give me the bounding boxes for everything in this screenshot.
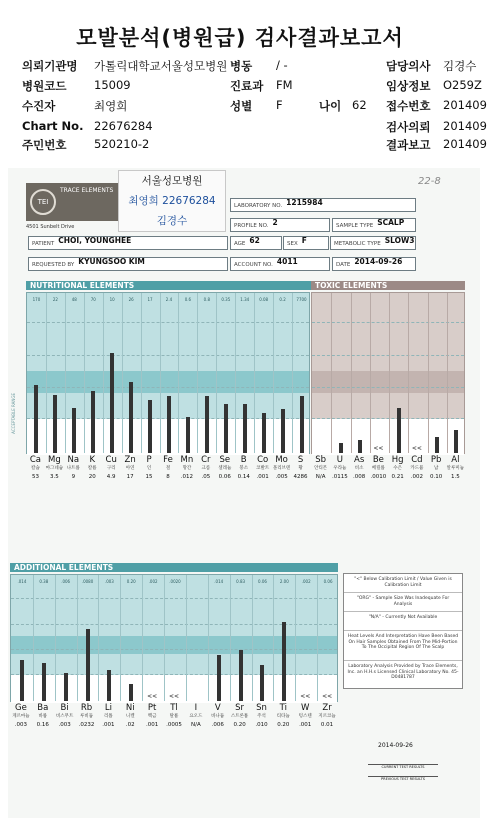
element-symbol: Tl bbox=[170, 703, 178, 713]
ward-value: / - bbox=[276, 58, 288, 72]
requesting-org-label: 의뢰기관명 bbox=[22, 59, 78, 73]
legend-row: Heat Levels And Interpretation Have Been Based On Hair Samples Obtained From The Mid-Portion To The Occipital Region Of The Scalp bbox=[344, 631, 462, 661]
element-korean-name: 칼륨 bbox=[87, 466, 97, 471]
element-symbol: Sn bbox=[256, 703, 267, 713]
bar-mn bbox=[186, 417, 190, 453]
column-divider bbox=[273, 293, 274, 453]
column-divider bbox=[428, 293, 429, 453]
below-limit-marker: << bbox=[322, 693, 333, 700]
request-date-label: 검사의뢰 bbox=[386, 120, 431, 134]
element-symbol: Al bbox=[451, 455, 460, 465]
top-tick-label: 1.34 bbox=[240, 297, 250, 302]
column-divider bbox=[230, 575, 231, 701]
element-value: .0232 bbox=[78, 722, 95, 728]
range-band bbox=[312, 393, 464, 419]
element-symbol: I bbox=[194, 703, 198, 713]
below-limit-marker: << bbox=[300, 693, 311, 700]
column-divider bbox=[208, 575, 209, 701]
element-symbol: B bbox=[240, 455, 247, 465]
element-korean-name: 망간 bbox=[182, 466, 192, 471]
bar-as bbox=[358, 440, 362, 453]
gridline bbox=[27, 387, 309, 388]
top-tick-label: 0.2 bbox=[279, 297, 286, 302]
element-value: 0.20 bbox=[277, 722, 290, 728]
gridline bbox=[312, 387, 464, 388]
element-korean-name: 인 bbox=[146, 466, 152, 471]
element-value: .003 bbox=[14, 722, 28, 728]
element-korean-name: 황 bbox=[298, 466, 303, 471]
legend-box bbox=[343, 573, 463, 689]
element-korean-name: 리튬 bbox=[104, 714, 113, 719]
range-band bbox=[312, 371, 464, 394]
element-korean-name: 셀레늄 bbox=[218, 466, 232, 471]
element-value: 8 bbox=[166, 474, 170, 480]
sex-field: SEX F bbox=[283, 236, 329, 250]
column-divider bbox=[197, 293, 198, 453]
column-divider bbox=[370, 293, 371, 453]
bar-ni bbox=[129, 684, 133, 701]
column-divider bbox=[235, 293, 236, 453]
element-korean-name: 칼슘 bbox=[31, 466, 40, 471]
element-value: .0005 bbox=[166, 722, 182, 728]
element-korean-name: 요오드 bbox=[189, 714, 203, 719]
element-symbol: Sr bbox=[235, 703, 245, 713]
element-symbol: Zn bbox=[124, 455, 136, 465]
element-symbol: V bbox=[214, 703, 221, 713]
bar-k bbox=[91, 391, 95, 453]
element-korean-name: 나트륨 bbox=[66, 466, 80, 471]
element-symbol: Se bbox=[219, 455, 231, 465]
toxic-title: TOXIC ELEMENTS bbox=[311, 281, 465, 290]
top-tick-label: 22 bbox=[52, 297, 58, 302]
element-value: .001 bbox=[102, 722, 115, 728]
account-no-field: ACCOUNT NO. 4011 bbox=[230, 257, 330, 271]
column-divider bbox=[141, 293, 142, 453]
element-symbol: Na bbox=[67, 455, 80, 465]
patient-value: 최영희 bbox=[94, 99, 128, 113]
top-tick-label: 2.00 bbox=[279, 579, 289, 584]
sex-label: 성별 bbox=[230, 99, 253, 113]
gridline bbox=[11, 674, 337, 675]
top-tick-label: .014 bbox=[17, 579, 27, 584]
element-value: N/A bbox=[315, 474, 326, 480]
gridline bbox=[27, 322, 309, 323]
element-symbol: Mg bbox=[48, 455, 61, 465]
toxic-chart bbox=[311, 292, 465, 454]
bar-ti bbox=[282, 622, 286, 701]
column-divider bbox=[55, 575, 56, 701]
element-symbol: U bbox=[336, 455, 343, 465]
acceptable-range-label: ACCEPTABLE RANGE bbox=[11, 393, 16, 434]
top-tick-label: 0.06 bbox=[258, 579, 267, 584]
element-symbol: Zr bbox=[322, 703, 332, 713]
element-korean-name: 티타늄 bbox=[276, 714, 290, 719]
element-symbol: Ti bbox=[279, 703, 287, 713]
element-korean-name: 베릴륨 bbox=[371, 466, 385, 471]
doctor-label: 담당의사 bbox=[386, 59, 431, 73]
hospital-code-value: 15009 bbox=[94, 78, 131, 92]
top-tick-label: .003 bbox=[104, 579, 114, 584]
element-value: 9 bbox=[71, 474, 76, 480]
column-divider bbox=[216, 293, 217, 453]
top-tick-label: 26 bbox=[128, 297, 134, 302]
element-symbol: Pt bbox=[147, 703, 157, 713]
top-tick-label: .006 bbox=[61, 579, 71, 584]
element-value: .008 bbox=[353, 474, 366, 480]
bar-s bbox=[300, 396, 304, 453]
bar-bi bbox=[64, 673, 68, 701]
element-korean-name: 아연 bbox=[125, 466, 135, 471]
element-korean-name: 붕소 bbox=[239, 466, 249, 471]
bar-p bbox=[148, 400, 152, 453]
top-tick-label: 0.6 bbox=[184, 297, 192, 302]
bar-sr bbox=[239, 650, 243, 701]
element-korean-name: 니켈 bbox=[125, 714, 135, 719]
sample-type-field: SAMPLE TYPE SCALP bbox=[332, 218, 416, 232]
age-value: 62 bbox=[352, 98, 367, 112]
element-korean-name: 게르마늄 bbox=[12, 714, 30, 719]
element-value: .003 bbox=[58, 722, 71, 728]
hospital-stamp bbox=[118, 170, 226, 232]
range-band bbox=[27, 293, 309, 371]
legend-row: Laboratory Analysis Provided by Trace Elements, Inc. an H.H.s Licensed Clinical Laboratory No. 45-D0481787 bbox=[347, 664, 459, 680]
element-korean-name: 크롬 bbox=[201, 466, 211, 471]
element-symbol: Pb bbox=[430, 455, 442, 465]
element-symbol: K bbox=[89, 455, 96, 465]
element-value: .006 bbox=[211, 722, 224, 728]
range-band bbox=[27, 371, 309, 394]
column-divider bbox=[33, 575, 34, 701]
element-symbol: Be bbox=[372, 455, 384, 465]
column-divider bbox=[103, 293, 104, 453]
element-value: 0.10 bbox=[430, 474, 443, 480]
element-korean-name: 알루미늄 bbox=[446, 466, 465, 471]
top-tick-label: 7700 bbox=[296, 297, 307, 302]
handwritten-note: 22-8 bbox=[418, 176, 441, 187]
logo-brand: TRACE ELEMENTS bbox=[60, 187, 114, 194]
profile-no-field: PROFILE NO. 2 bbox=[230, 218, 330, 232]
bar-v bbox=[217, 655, 221, 701]
element-value: 17 bbox=[126, 474, 134, 480]
element-value: .001 bbox=[145, 722, 159, 728]
bar-ca bbox=[34, 385, 38, 453]
element-value: 0.14 bbox=[237, 474, 250, 480]
gridline bbox=[312, 322, 464, 323]
chart-no-value: 22676284 bbox=[94, 119, 153, 133]
column-divider bbox=[77, 575, 78, 701]
rrn-label: 주민번호 bbox=[22, 138, 67, 152]
element-korean-name: 안티몬 bbox=[314, 466, 328, 471]
signature-date: 2014-09-26 bbox=[378, 742, 413, 749]
column-divider bbox=[122, 293, 123, 453]
element-korean-name: 철 bbox=[165, 466, 171, 471]
element-value: 3.5 bbox=[50, 474, 59, 480]
element-value: .002 bbox=[410, 474, 423, 480]
gridline bbox=[312, 418, 464, 419]
element-symbol: Ge bbox=[15, 703, 27, 713]
clinical-value: O259Z bbox=[443, 78, 482, 92]
requesting-org-value: 가톨릭대학교서울성모병원 bbox=[94, 59, 228, 73]
column-divider bbox=[46, 293, 47, 453]
bar-rb bbox=[86, 629, 90, 701]
metabolic-type-field: METABOLIC TYPE SLOW3 bbox=[330, 236, 416, 250]
bar-li bbox=[107, 670, 111, 701]
top-tick-label: .002 bbox=[148, 579, 158, 584]
element-symbol: Ba bbox=[37, 703, 49, 713]
element-symbol: S bbox=[297, 455, 304, 465]
nutritional-chart bbox=[26, 292, 310, 454]
element-korean-name: 몰리브덴 bbox=[272, 466, 291, 471]
element-value: N/A bbox=[190, 722, 201, 728]
element-korean-name: 바륨 bbox=[38, 714, 48, 719]
element-symbol: Rb bbox=[80, 703, 93, 713]
element-symbol: Mo bbox=[275, 455, 288, 465]
lab-no-field: LABORATORY NO. 1215984 bbox=[230, 198, 416, 212]
element-value: .012 bbox=[180, 474, 194, 480]
chart-no-label: Chart No. bbox=[22, 119, 84, 133]
range-band bbox=[11, 654, 337, 674]
element-value: .010 bbox=[255, 722, 268, 728]
column-divider bbox=[178, 293, 179, 453]
element-symbol: Cd bbox=[411, 455, 423, 465]
column-divider bbox=[273, 575, 274, 701]
element-symbol: Sb bbox=[315, 455, 327, 465]
element-symbol: W bbox=[300, 703, 310, 713]
bar-cr bbox=[205, 396, 209, 453]
gridline bbox=[11, 598, 337, 599]
gridline bbox=[27, 355, 309, 356]
element-symbol: Hg bbox=[391, 455, 404, 465]
element-symbol: P bbox=[146, 455, 152, 465]
legend-row: "<" Below Calibration Limit / Value Given is Calibration Limit bbox=[344, 574, 462, 593]
element-symbol: Cu bbox=[105, 455, 117, 465]
column-divider bbox=[447, 293, 448, 453]
element-korean-name: 수은 bbox=[393, 466, 402, 471]
gridline bbox=[312, 355, 464, 356]
element-symbol: Li bbox=[104, 703, 112, 713]
bar-hg bbox=[397, 408, 401, 453]
element-korean-name: 납 bbox=[433, 466, 439, 471]
column-divider bbox=[351, 293, 352, 453]
element-korean-name: 구리 bbox=[106, 466, 116, 471]
request-date-value: 201409 bbox=[443, 119, 487, 133]
column-divider bbox=[120, 575, 121, 701]
top-tick-label: .014 bbox=[214, 579, 224, 584]
column-divider bbox=[408, 293, 409, 453]
element-korean-name: 주석 bbox=[257, 714, 266, 719]
column-divider bbox=[186, 575, 187, 701]
element-korean-name: 바나듐 bbox=[211, 714, 225, 719]
top-tick-label: 0.08 bbox=[259, 297, 269, 302]
element-korean-name: 지르코늄 bbox=[318, 714, 336, 719]
doctor-value: 김경수 bbox=[443, 59, 477, 73]
element-value: 0.16 bbox=[36, 722, 49, 728]
bar-mo bbox=[281, 409, 285, 453]
top-tick-label: 2.4 bbox=[165, 297, 173, 302]
legend-row: "N/A" - Currently Not Available bbox=[344, 612, 462, 631]
bar-fe bbox=[167, 396, 171, 453]
rrn-value: 520210-2 bbox=[94, 137, 150, 151]
range-band bbox=[11, 636, 337, 654]
bar-co bbox=[262, 413, 266, 454]
below-limit-marker: << bbox=[373, 445, 384, 452]
scanned-report bbox=[8, 168, 480, 818]
logo-address: 4501 Sunbelt Drive bbox=[26, 224, 75, 230]
below-limit-marker: << bbox=[147, 693, 158, 700]
previous-results-line: PREVIOUS TEST RESULTS bbox=[368, 776, 438, 781]
stamp-hospital: 서울성모병원 bbox=[141, 175, 203, 187]
element-symbol: Cr bbox=[201, 455, 211, 465]
report-date-label: 결과보고 bbox=[386, 138, 431, 152]
bar-cu bbox=[110, 353, 114, 453]
element-korean-name: 비소 bbox=[354, 466, 364, 471]
top-tick-label: 10 bbox=[109, 297, 115, 302]
below-limit-marker: << bbox=[169, 693, 180, 700]
element-value: .005 bbox=[275, 474, 288, 480]
element-value: 53 bbox=[31, 474, 39, 480]
element-korean-name: 우라늄 bbox=[333, 466, 347, 471]
element-value: 4286 bbox=[293, 474, 308, 480]
gridline bbox=[11, 624, 337, 625]
top-tick-label: 170 bbox=[32, 297, 41, 302]
receipt-label: 접수번호 bbox=[386, 99, 431, 113]
column-divider bbox=[252, 575, 253, 701]
column-divider bbox=[142, 575, 143, 701]
column-divider bbox=[65, 293, 66, 453]
additional-title: ADDITIONAL ELEMENTS bbox=[10, 563, 338, 572]
element-value: 20 bbox=[88, 474, 96, 480]
element-korean-name: 비스무트 bbox=[55, 714, 74, 719]
element-value: .02 bbox=[125, 722, 135, 728]
element-value: .001 bbox=[256, 474, 269, 480]
top-tick-label: 0.35 bbox=[221, 297, 231, 302]
element-value: 0.21 bbox=[391, 474, 404, 480]
report-title: 모발분석(병원급) 검사결과보고서 bbox=[76, 26, 404, 50]
top-tick-label: .0020 bbox=[169, 579, 181, 584]
report-date-value: 201409 bbox=[443, 137, 487, 151]
element-korean-name: 백금 bbox=[147, 714, 157, 719]
sex-value: F bbox=[276, 98, 283, 112]
bar-ge bbox=[20, 660, 24, 701]
element-value: .0010 bbox=[370, 474, 387, 480]
column-divider bbox=[331, 293, 332, 453]
range-band bbox=[312, 293, 464, 371]
element-value: 0.20 bbox=[233, 722, 246, 728]
patient-label: 수진자 bbox=[22, 99, 56, 113]
top-tick-label: 0.06 bbox=[323, 579, 333, 584]
date-field: DATE 2014-09-26 bbox=[332, 257, 416, 271]
range-band bbox=[11, 575, 337, 636]
below-limit-marker: << bbox=[411, 445, 422, 452]
dept-label: 진료과 bbox=[230, 79, 264, 93]
element-symbol: As bbox=[354, 455, 365, 465]
element-symbol: Co bbox=[257, 455, 269, 465]
column-divider bbox=[164, 575, 165, 701]
column-divider bbox=[295, 575, 296, 701]
column-divider bbox=[317, 575, 318, 701]
globe-icon: TEI bbox=[30, 189, 56, 215]
bar-na bbox=[72, 408, 76, 453]
top-tick-label: 48 bbox=[71, 297, 77, 302]
element-value: 1.5 bbox=[451, 474, 460, 480]
element-value: .001 bbox=[299, 722, 312, 728]
column-divider bbox=[254, 293, 255, 453]
element-value: 0.01 bbox=[320, 722, 334, 728]
element-value: 4.9 bbox=[106, 474, 116, 480]
current-results-line: CURRENT TEST RESULTS bbox=[368, 764, 438, 769]
element-symbol: Ca bbox=[29, 455, 42, 465]
element-symbol: Ni bbox=[125, 703, 135, 713]
bar-sn bbox=[260, 665, 264, 701]
additional-chart bbox=[10, 574, 338, 702]
bar-ba bbox=[42, 663, 46, 701]
element-value: 0.06 bbox=[218, 474, 231, 480]
ward-label: 병동 bbox=[230, 59, 253, 73]
element-symbol: Fe bbox=[163, 455, 173, 465]
column-divider bbox=[389, 293, 390, 453]
top-tick-label: 17 bbox=[147, 297, 153, 302]
top-tick-label: 0.83 bbox=[236, 579, 246, 584]
element-korean-name: 코발트 bbox=[256, 466, 270, 471]
nutritional-title: NUTRITIONAL ELEMENTS bbox=[26, 281, 314, 290]
top-tick-label: 0.38 bbox=[39, 579, 49, 584]
stamp-doctor: 김경수 bbox=[156, 215, 188, 227]
bar-se bbox=[224, 404, 228, 453]
element-symbol: Bi bbox=[60, 703, 69, 713]
element-korean-name: 텅스텐 bbox=[298, 714, 312, 719]
element-value: .05 bbox=[201, 474, 211, 480]
bar-b bbox=[243, 404, 247, 453]
element-korean-name: 탈륨 bbox=[169, 714, 179, 719]
hospital-code-label: 병원코드 bbox=[22, 79, 67, 93]
top-tick-label: .002 bbox=[301, 579, 311, 584]
receipt-value: 201409 bbox=[443, 98, 487, 112]
column-divider bbox=[98, 575, 99, 701]
stamp-patient: 최영희 22676284 bbox=[128, 195, 216, 207]
bar-zn bbox=[129, 382, 133, 453]
range-band bbox=[312, 419, 464, 455]
top-tick-label: 70 bbox=[90, 297, 96, 302]
element-symbol: Mn bbox=[180, 455, 194, 465]
dept-value: FM bbox=[276, 78, 293, 92]
element-korean-name: 스트론튬 bbox=[230, 714, 249, 719]
element-korean-name: 마그네슘 bbox=[45, 466, 64, 471]
top-tick-label: 0.8 bbox=[203, 297, 211, 302]
patient-name-field: PATIENT CHOI, YOUNGHEE bbox=[28, 236, 228, 250]
age-field: AGE 62 bbox=[230, 236, 282, 250]
element-korean-name: 카드뮴 bbox=[410, 466, 424, 471]
bar-al bbox=[454, 430, 458, 453]
bar-pb bbox=[435, 437, 439, 453]
element-value: 15 bbox=[145, 474, 153, 480]
column-divider bbox=[84, 293, 85, 453]
top-tick-label: 0.20 bbox=[126, 579, 136, 584]
trace-elements-logo bbox=[26, 183, 122, 230]
requested-by-field: REQUESTED BY KYUNGSOO KIM bbox=[28, 257, 228, 271]
column-divider bbox=[292, 293, 293, 453]
age-label: 나이 bbox=[319, 99, 342, 113]
element-value: .0115 bbox=[332, 474, 348, 480]
legend-row: "ORG" - Sample Size Was Inadequate For Analysis bbox=[344, 593, 462, 612]
column-divider bbox=[160, 293, 161, 453]
bar-mg bbox=[53, 395, 57, 453]
top-tick-label: .0080 bbox=[81, 579, 94, 584]
bar-u bbox=[339, 443, 343, 453]
gridline bbox=[11, 649, 337, 650]
element-korean-name: 루비듐 bbox=[80, 714, 94, 719]
clinical-label: 임상정보 bbox=[386, 79, 431, 93]
